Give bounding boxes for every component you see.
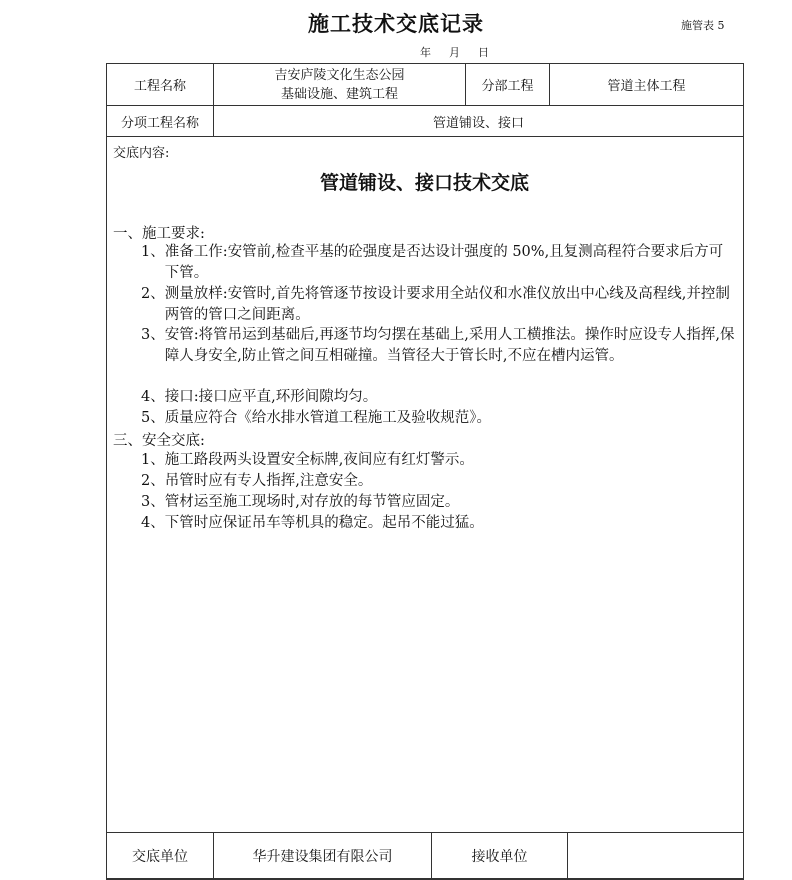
list-item: 4、 下管时应保证吊车等机具的稳定。起吊不能过猛。	[141, 515, 484, 531]
section-safety-briefing: 三、安全交底:	[113, 433, 205, 449]
list-item: 3、 安管:将管吊运到基础后,再逐节均匀摆在基础上,采用人工横推法。操作时应设专人指挥,保障人身安全,防止管之间互相碰撞。当管径大于管长时,不应在槽内运管。	[141, 327, 735, 364]
list-item: 1、 施工路段两头设置安全标牌,夜间应有红灯警示。	[141, 452, 474, 468]
list-item: 2、 测量放样:安管时,首先将管逐节按设计要求用全站仪和水准仪放出中心线及高程线,并控制两管的管口之间距离。	[141, 286, 730, 323]
date-day: 日	[478, 46, 489, 59]
division-label: 分部工程	[466, 64, 550, 106]
handover-unit-value: 华升建设集团有限公司	[214, 833, 432, 879]
receiver-unit-label: 接收单位	[432, 833, 568, 879]
subitem-label: 分项工程名称	[107, 106, 214, 137]
list-item: 3、 管材运至施工现场时,对存放的每节管应固定。	[141, 494, 460, 510]
list-item: 5、 质量应符合《给水排水管道工程施工及验收规范》。	[141, 410, 491, 426]
list-item: 4、 接口:接口应平直,环形间隙均匀。	[141, 389, 378, 405]
info-table	[106, 63, 744, 137]
date-line	[420, 44, 507, 60]
content-label: 交底内容:	[113, 146, 170, 161]
document-title: 施工技术交底记录	[308, 11, 484, 36]
project-name-line2: 基础设施、建筑工程	[280, 86, 398, 102]
project-name-label: 工程名称	[107, 64, 214, 106]
signature-table	[106, 832, 744, 879]
date-month: 月	[449, 46, 460, 59]
content-heading: 管道铺设、接口技术交底	[319, 172, 529, 194]
project-name-value	[214, 64, 466, 106]
list-item: 2、 吊管时应有专人指挥,注意安全。	[141, 473, 373, 489]
date-year: 年	[420, 46, 431, 59]
section-construction-requirements: 一、施工要求:	[113, 226, 205, 242]
project-name-line1: 吉安庐陵文化生态公园	[274, 67, 405, 83]
receiver-unit-value	[568, 833, 744, 879]
subitem-value: 管道铺设、接口	[214, 106, 744, 137]
form-number: 施管表 5	[681, 19, 725, 32]
handover-unit-label: 交底单位	[107, 833, 214, 879]
division-value: 管道主体工程	[550, 64, 744, 106]
list-item: 1、 准备工作:安管前,检查平基的砼强度是否达设计强度的 50%,且复测高程符合要求后方可下管。	[141, 244, 724, 281]
